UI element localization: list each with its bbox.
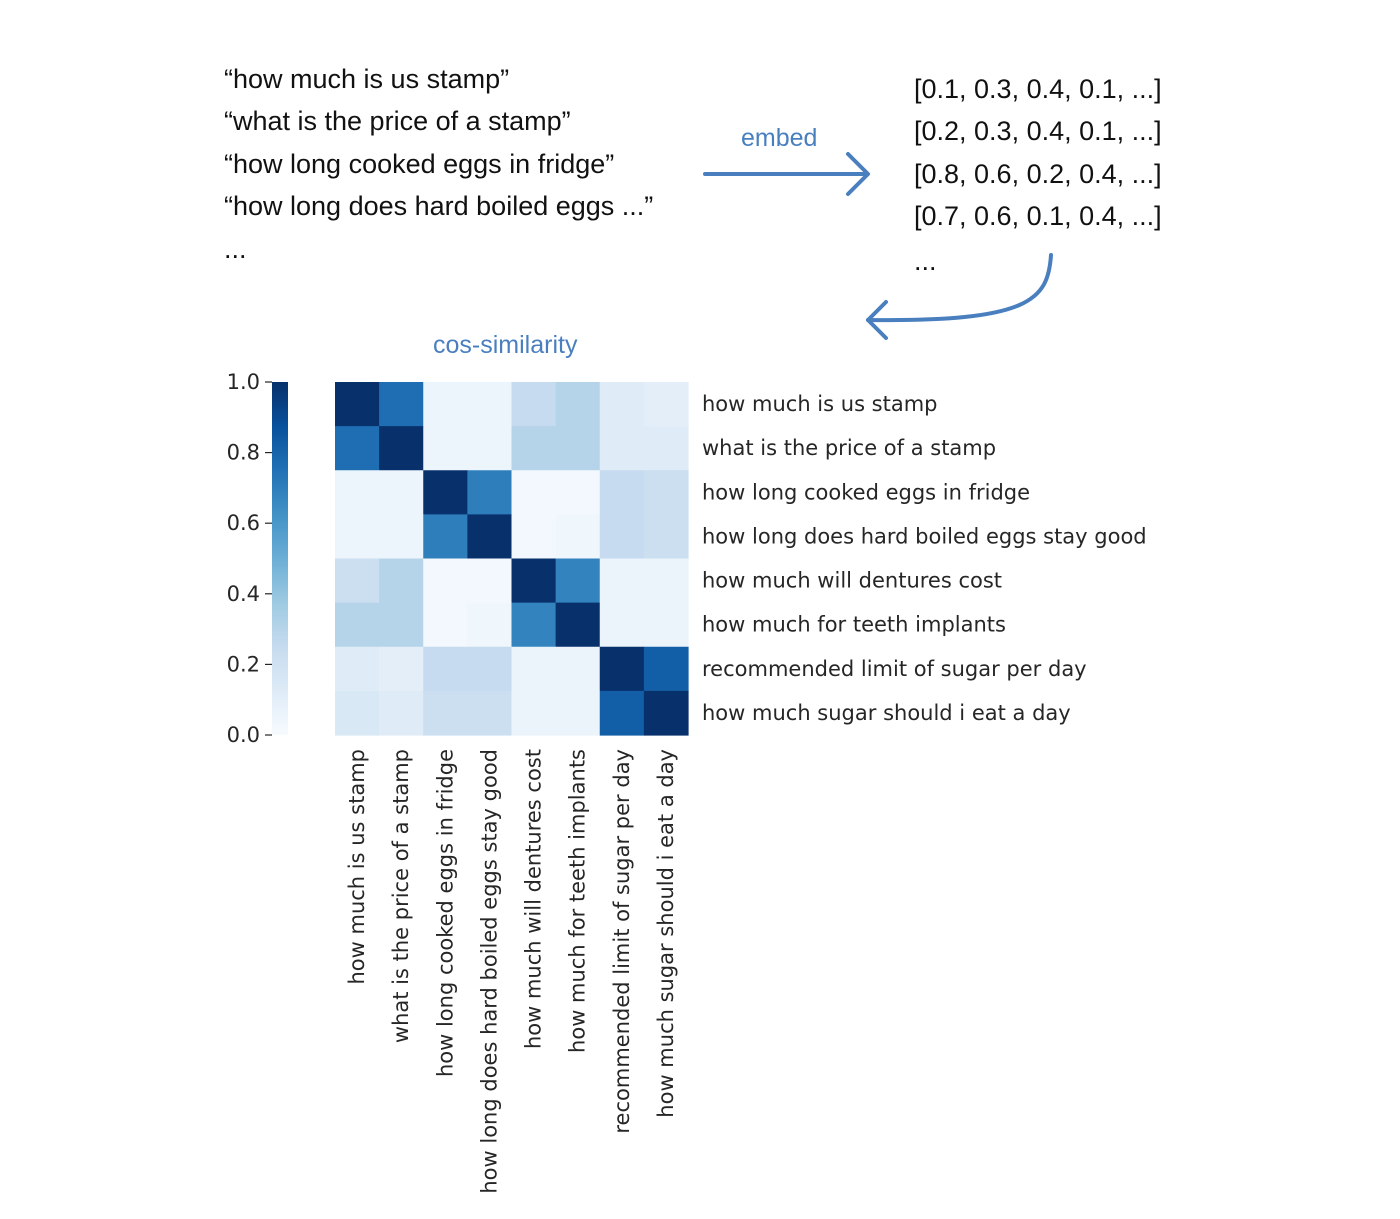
row-label: how much will dentures cost <box>702 568 1003 593</box>
similarity-label: cos-similarity <box>433 331 578 359</box>
heatmap-cell <box>335 647 380 692</box>
row-label: how long does hard boiled eggs stay good <box>702 524 1147 549</box>
heatmap-cell <box>423 382 468 427</box>
heatmap-cell <box>600 691 645 736</box>
vector-text: [0.7, 0.6, 0.1, 0.4, ...] <box>914 201 1162 231</box>
heatmap-cell <box>600 382 645 427</box>
heatmap-cell <box>379 470 424 515</box>
colorbar-tick-label: 0.4 <box>226 581 260 606</box>
query-text: “how long cooked eggs in fridge” <box>224 149 615 179</box>
column-label: how much for teeth implants <box>565 749 590 1053</box>
heatmap-cell <box>467 382 512 427</box>
heatmap-cell <box>644 559 689 604</box>
colorbar-tick-label: 0.8 <box>226 440 260 465</box>
heatmap-cells <box>335 382 689 736</box>
heatmap-cell <box>600 559 645 604</box>
row-label: how much sugar should i eat a day <box>702 700 1071 725</box>
heatmap-cell <box>379 426 424 471</box>
heatmap-cell <box>467 559 512 604</box>
row-label: how much for teeth implants <box>702 612 1006 637</box>
colorbar-tick-label: 0.0 <box>226 723 260 747</box>
heatmap-cell <box>644 647 689 692</box>
query-ellipsis: ... <box>224 234 247 264</box>
heatmap-cell <box>512 691 557 736</box>
heatmap-cell <box>512 382 557 427</box>
heatmap-cell <box>644 691 689 736</box>
heatmap-cell <box>335 470 380 515</box>
heatmap-cell <box>335 514 380 559</box>
heatmap-cell <box>556 470 601 515</box>
heatmap-cell <box>467 426 512 471</box>
heatmap-cell <box>423 691 468 736</box>
heatmap-cell <box>600 470 645 515</box>
heatmap-cell <box>556 559 601 604</box>
heatmap-cell <box>423 470 468 515</box>
heatmap-cell <box>423 603 468 648</box>
vector-ellipsis: ... <box>914 246 937 276</box>
heatmap-cell <box>556 426 601 471</box>
heatmap-cell <box>467 603 512 648</box>
embed-label: embed <box>741 124 818 152</box>
heatmap-cell <box>644 426 689 471</box>
heatmap-cell <box>423 514 468 559</box>
heatmap-cell <box>556 382 601 427</box>
column-label: how much sugar should i eat a day <box>653 749 678 1118</box>
vector-text: [0.2, 0.3, 0.4, 0.1, ...] <box>914 116 1162 146</box>
column-label: how long does hard boiled eggs stay good <box>477 749 502 1194</box>
heatmap-cell <box>512 603 557 648</box>
heatmap-cell <box>644 514 689 559</box>
row-labels <box>702 392 1147 725</box>
row-label: what is the price of a stamp <box>702 436 997 461</box>
column-label: how long cooked eggs in fridge <box>433 749 458 1078</box>
column-label: how much will dentures cost <box>521 749 546 1050</box>
vector-text: [0.1, 0.3, 0.4, 0.1, ...] <box>914 74 1162 104</box>
heatmap-cell <box>644 603 689 648</box>
heatmap-cell <box>600 426 645 471</box>
column-label: what is the price of a stamp <box>389 749 414 1044</box>
heatmap-cell <box>467 647 512 692</box>
colorbar <box>227 370 288 747</box>
heatmap-cell <box>512 426 557 471</box>
query-text: “what is the price of a stamp” <box>224 106 571 136</box>
heatmap-cell <box>644 382 689 427</box>
heatmap-cell <box>556 691 601 736</box>
heatmap-cell <box>379 691 424 736</box>
column-label: how much is us stamp <box>345 749 370 985</box>
row-label: recommended limit of sugar per day <box>702 656 1087 681</box>
heatmap-cell <box>600 603 645 648</box>
heatmap-cell <box>335 426 380 471</box>
heatmap-cell <box>423 647 468 692</box>
heatmap-cell <box>512 470 557 515</box>
heatmap-cell <box>379 514 424 559</box>
row-label: how much is us stamp <box>702 392 938 417</box>
heatmap-cell <box>644 470 689 515</box>
vector-text: [0.8, 0.6, 0.2, 0.4, ...] <box>914 159 1162 189</box>
heatmap-cell <box>423 426 468 471</box>
heatmap-cell <box>512 647 557 692</box>
heatmap-cell <box>600 647 645 692</box>
column-label: recommended limit of sugar per day <box>609 749 634 1134</box>
heatmap-cell <box>467 470 512 515</box>
query-text: “how much is us stamp” <box>224 64 510 94</box>
heatmap-cell <box>512 514 557 559</box>
colorbar-bar <box>272 382 288 735</box>
heatmap-cell <box>335 559 380 604</box>
heatmap-cell <box>335 382 380 427</box>
heatmap-cell <box>423 559 468 604</box>
query-text: “how long does hard boiled eggs ...” <box>224 191 654 221</box>
heatmap-cell <box>335 603 380 648</box>
heatmap-cell <box>379 647 424 692</box>
heatmap-cell <box>379 382 424 427</box>
heatmap-cell <box>556 603 601 648</box>
heatmap-cell <box>467 514 512 559</box>
heatmap-cell <box>556 514 601 559</box>
heatmap-cell <box>556 647 601 692</box>
colorbar-tick-label: 0.6 <box>226 511 260 536</box>
row-label: how long cooked eggs in fridge <box>702 480 1031 505</box>
heatmap-cell <box>600 514 645 559</box>
heatmap-cell <box>379 603 424 648</box>
colorbar-tick-label: 1.0 <box>226 370 260 394</box>
column-labels <box>345 749 678 1194</box>
colorbar-tick-label: 0.2 <box>226 652 260 677</box>
heatmap-cell <box>512 559 557 604</box>
heatmap-cell <box>335 691 380 736</box>
heatmap-cell <box>379 559 424 604</box>
heatmap-cell <box>467 691 512 736</box>
